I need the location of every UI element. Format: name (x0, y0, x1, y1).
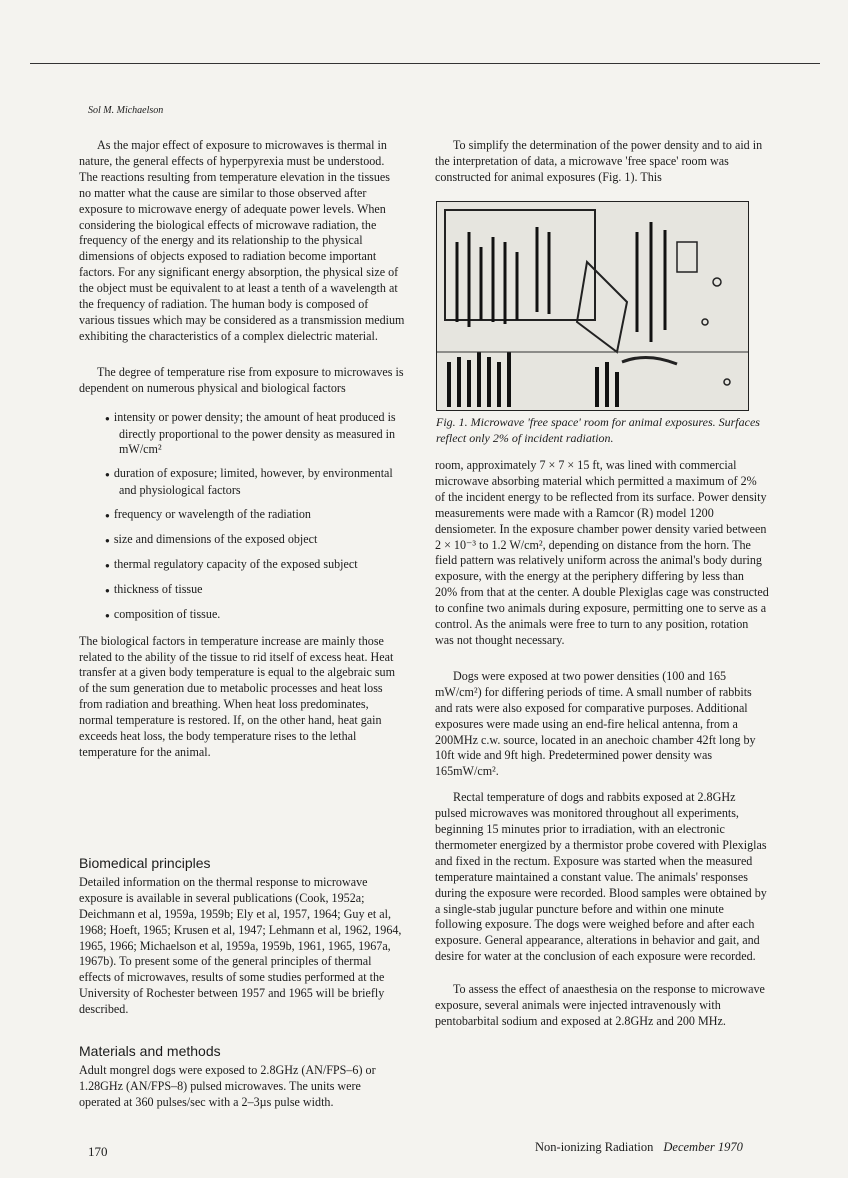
paragraph: room, approximately 7 × 7 × 15 ft, was lined with commercial microwave absorbing material which permitted a maximum of 2% of the incident energy to be reflected from its surface. Power density measurements were made with a Ramcor (R) model 1200 densiometer. In the exposure chamber power density varied between 2 × 10⁻³ to 1.2 W/cm², depending on distance from the horn. The field pattern was relatively uniform across the animal's body during exposure, with the energy at the periphery differing by less than 20% from that at the center. A double Plexiglas cage was constructed to confine two animals during exposure, permitting one to serve as a control. As the animals were free to turn to any position, rotation was not thought necessary. (435, 458, 769, 647)
list-item: ● thermal regulatory capacity of the exposed subject (79, 557, 405, 574)
paragraph: To assess the effect of anaesthesia on the response to microwave exposure, several animals were injected intravenously with pentobarbital sodium and exposed at 2.8GHz and 200 MHz. (435, 982, 765, 1028)
paragraph: The biological factors in temperature increase are mainly those related to the ability of the tissue to rid itself of excess heat. Heat transfer at a given body temperature is equal to the algebraic sum of the sum generation due to metabolic processes and heat loss from radiation and breathing. When heat loss predominates, normal temperature is restored. If, on the other hand, heat gain exceeds heat loss, the body temperature rises to the lethal temperature for the animal. (79, 633, 395, 759)
left-column-top (79, 138, 405, 761)
list-item: ● intensity or power density; the amount of heat produced is directly proportional to the power density as measured in mW/cm² (79, 410, 405, 459)
list-item: ● composition of tissue. (79, 607, 405, 624)
paragraph: Detailed information on the thermal response to microwave exposure is available in several publications (Cook, 1952a; Deichmann et al, 1959a, 1959b; Ely et al, 1957, 1964; Guy et al, 1968; Hoeft, 1965; Krusen et al, 1947; Lehmann et al, 1962, 1964, 1965, 1966; Michaelson et al, 1959a, 1959b, 1961, 1965, 1967a, 1967b). To present some of the general principles of thermal effects of microwaves, results of some studies performed at the University of Rochester between 1957 and 1965 will be briefly described. (79, 874, 402, 1017)
header-rule (30, 63, 820, 64)
paragraph: The degree of temperature rise from exposure to microwaves is dependent on numerous physical and biological factors (79, 364, 404, 395)
issue-date: December 1970 (663, 1140, 743, 1154)
list-item: ● duration of exposure; limited, however, by environmental and physiological factors (79, 466, 405, 499)
list-item: ● thickness of tissue (79, 582, 405, 599)
factor-list (79, 410, 405, 624)
figure-caption: Fig. 1. Microwave 'free space' room for animal exposures. Surfaces reflect only 2% of incident radiation. (436, 415, 760, 445)
right-column-top (435, 138, 769, 186)
journal-footer (535, 1140, 743, 1155)
paragraph: Rectal temperature of dogs and rabbits exposed at 2.8GHz pulsed microwaves was monitored throughout all experiments, beginning 15 minutes prior to irradiation, with an electronic thermometer energized by a thermistor probe covered with Plexiglas and fixed in the rectum. Exposure was started when the measured temperature maintained a constant value. The animals' responses during the exposure were recorded. Blood samples were obtained by a single-stab jugular puncture before and within one minute following exposure. The dogs were weighed before and after each exposure. General appearance, alterations in behavior and gait, and desire for water at the conclusion of each exposure were recorded. (435, 790, 767, 964)
paragraph: Adult mongrel dogs were exposed to 2.8GHz (AN/FPS–6) or 1.28GHz (AN/FPS–8) pulsed microwaves. The units were operated at 360 pulses/sec with a 2–3µs pulse width. (79, 1062, 376, 1109)
left-column-bottom (79, 856, 405, 1111)
list-item: ● size and dimensions of the exposed object (79, 532, 405, 549)
running-head-author: Sol M. Michaelson (88, 105, 164, 116)
journal-name: Non-ionizing Radiation (535, 1140, 654, 1154)
paragraph: To simplify the determination of the power density and to aid in the interpretation of data, a microwave 'free space' room was constructed for animal exposures (Fig. 1). This (435, 138, 763, 184)
section-heading: Biomedical principles (79, 855, 211, 871)
page-number: 170 (88, 1144, 108, 1159)
list-item: ● frequency or wavelength of the radiation (79, 507, 405, 524)
right-column-bottom (435, 458, 769, 1030)
section-heading: Materials and methods (79, 1043, 221, 1060)
paragraph: As the major effect of exposure to microwaves is thermal in nature, the general effects of hyperpyrexia must be understood. The reactions resulting from temperature elevation in the tissues no matter what the cause are similar to those observed after exposure to microwave energy of adequate power levels. When considering the biological effects of microwave radiation, the frequency of the energy and its relationship to the physical dimensions of objects exposed to radiation become important factors. For any significant energy absorption, the physical size of the object must be equivalent to at least a tenth of a wavelength at the frequency of radiation. The human body is composed of various tissues which may be considered as a transmission medium exhibiting the characteristics of a complex dielectric material. (79, 138, 405, 343)
figure-photo (436, 201, 749, 411)
paragraph: Dogs were exposed at two power densities (100 and 165 mW/cm²) for differing periods of time. A small number of rabbits and rats were also exposed for comparative purposes. Additional exposures were made using an end-fire helical antenna, from a 200MHz c.w. source, located in an anechoic chamber 42ft long by 10ft wide and 9ft high. Predetermined power density was 165mW/cm². (435, 668, 756, 779)
room-photo-illustration (437, 202, 748, 410)
